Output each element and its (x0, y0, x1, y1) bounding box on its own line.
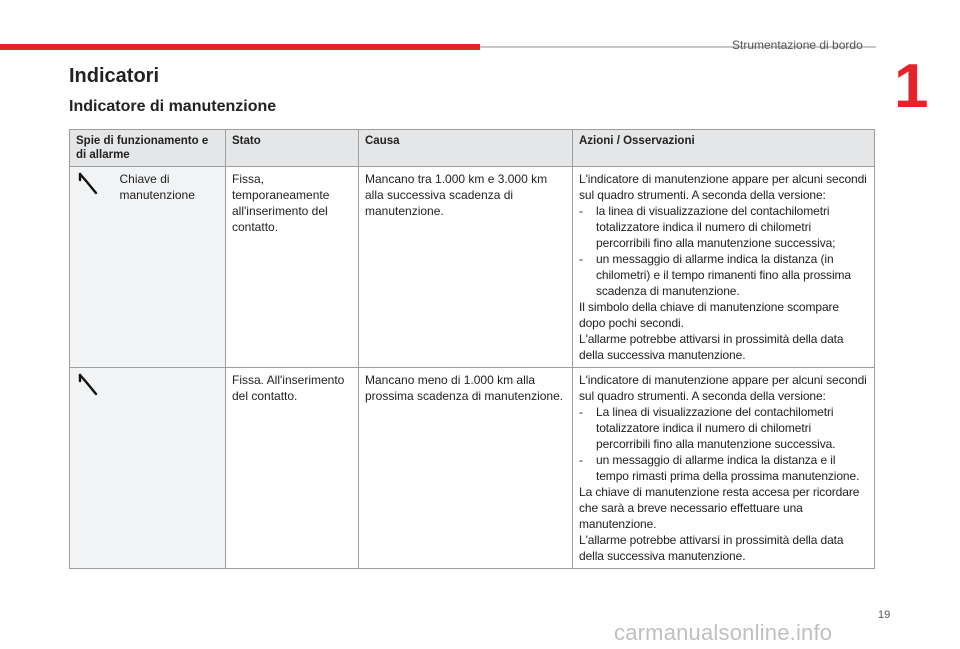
indicator-table (69, 129, 875, 569)
azioni-note: L'allarme potrebbe attivarsi in prossimità della data della successiva manutenzione. (579, 533, 844, 563)
table-row (70, 167, 875, 368)
azioni-list-item: - La linea di visualizzazione del contachilometri totalizzatore indica il numero di chilometri percorribili fino alla manutenzione successiva. (579, 405, 836, 451)
icon-cell (70, 167, 114, 368)
icon-cell (70, 368, 114, 569)
causa-cell: Mancano meno di 1.000 km alla prossima scadenza di manutenzione. (359, 368, 573, 569)
section-label: Strumentazione di bordo (732, 38, 863, 52)
azioni-intro: L'indicatore di manutenzione appare per alcuni secondi sul quadro strumenti. A seconda della versione: (579, 172, 867, 202)
header-causa: Causa (359, 130, 573, 167)
azioni-list-item: - un messaggio di allarme indica la distanza e il tempo rimasti prima della prossima manutenzione. (579, 453, 860, 483)
azioni-cell (573, 167, 875, 368)
indicator-name (114, 368, 226, 569)
watermark-text: carmanualsonline.info (614, 620, 833, 645)
azioni-intro: L'indicatore di manutenzione appare per alcuni secondi sul quadro strumenti. A seconda della versione: (579, 373, 867, 403)
header-spie: Spie di funzionamento e di allarme (70, 130, 226, 167)
header-accent-bar (0, 44, 480, 50)
chapter-number: 1 (894, 52, 929, 121)
azioni-list-item: - un messaggio di allarme indica la distanza (in chilometri) e il tempo rimanenti fino alla prossima scadenza di manutenzione. (579, 252, 851, 298)
azioni-note: Il simbolo della chiave di manutenzione scompare dopo pochi secondi. (579, 300, 840, 330)
azioni-note: La chiave di manutenzione resta accesa per ricordare che sarà a breve necessario effettuare una manutenzione. (579, 485, 860, 531)
stato-cell: Fissa, temporaneamente all'inserimento del contatto. (226, 167, 359, 368)
page-number: 19 (878, 609, 891, 621)
page-subtitle: Indicatore di manutenzione (69, 98, 277, 115)
azioni-list-item: - la linea di visualizzazione del contachilometri totalizzatore indica il numero di chilometri percorribili fino alla manutenzione successiva; (579, 204, 836, 250)
table-header-row (70, 130, 875, 167)
indicator-name: Chiave di manutenzione (114, 167, 226, 368)
table-row (70, 368, 875, 569)
azioni-cell (573, 368, 875, 569)
page-title: Indicatori (69, 65, 160, 87)
causa-cell: Mancano tra 1.000 km e 3.000 km alla successiva scadenza di manutenzione. (359, 167, 573, 368)
header-stato: Stato (226, 130, 359, 167)
header-azioni: Azioni / Osservazioni (573, 130, 875, 167)
stato-cell: Fissa. All'inserimento del contatto. (226, 368, 359, 569)
wrench-icon (76, 372, 100, 396)
azioni-note: L'allarme potrebbe attivarsi in prossimità della data della successiva manutenzione. (579, 332, 844, 362)
wrench-icon (76, 171, 100, 195)
